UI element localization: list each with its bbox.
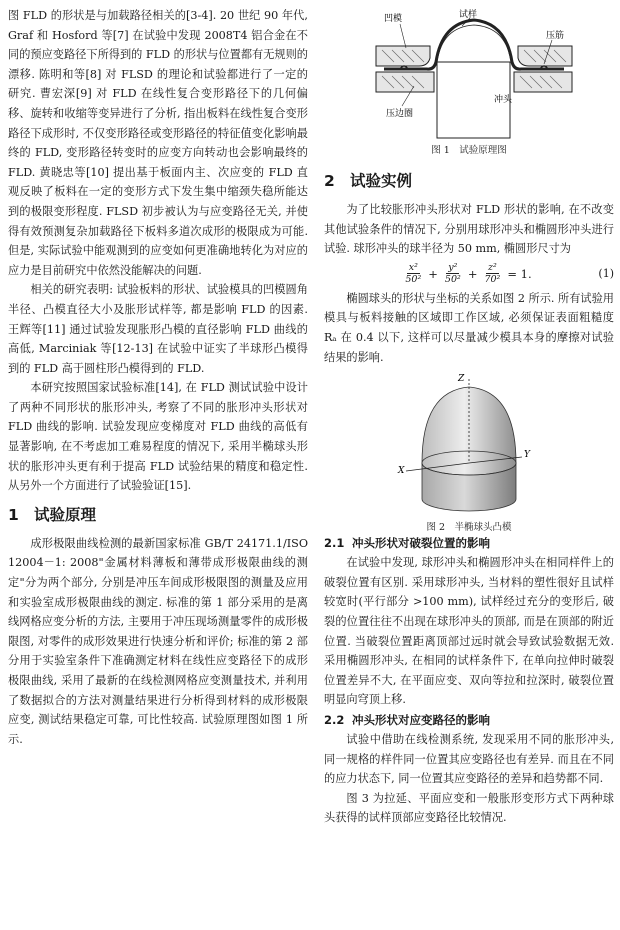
figure-2-caption: 图 2 半椭球头凸模 xyxy=(426,522,512,534)
subsection-2-2-paragraph-b: 图 3 为拉延、平面应变和一般胀形变形方式下两种球头获得的试样顶部应变路径比较情况. xyxy=(324,791,614,825)
equation-number: (1) xyxy=(598,267,614,281)
equation-term-y: $\frac{\text{y²}}{\text{50²}}$ xyxy=(444,262,461,286)
section-2-number: 2 xyxy=(324,172,335,190)
intro-paragraph-1: 图 FLD 的形状是与加载路径相关的[3-4]. 20 世纪 90 年代, Graf 和 Hosford 等[7] 在试验中发现 2008T4 铝合金在不同的预应变路径下所得到的 FLD 的形状与位置都有无规则的漂移. 陈明和等[8] 对 FLSD 的理论和试验都进行了一定的研究. 曹宏深[9] 对 FLD 在线性复合变形路径下的几何偏移、旋转和收缩等变异进行了分析, 指出板料在线性复合变形路径下成形时, 不仅变形路径或变形路径的特征值变化影响最终的 FLD, 变形路径转变时的应变方向转动也会影响最终的 FLD. 黄晓忠等[10] 提出基于板面内主、次应变的 FLD 直观反映了板料在一定的变形方式下发生集中缩颈失稳所能达到的极限变形程度. FLSD 初步被认为与应变路径无关, 并使得有效预测复杂加载路径下板料多道次成形的极限成为可能. 但是, 实际试验中能观测到的应变如何更准确地转化为对应的应力是目前研究中依然没能解决的问题. xyxy=(8,9,308,277)
figure-2 xyxy=(324,371,614,533)
label-die: 凹模 xyxy=(384,14,403,24)
section-1-number: 1 xyxy=(8,505,19,524)
ellipse-paragraph: 椭圆球头的形状与坐标的关系如图 2 所示. 所有试验用模具与板料接触的区域即工作区域, 必须保证表面粗糙度 Rₐ 在 0.4 以下, 这样可以尽量减少模具本身的摩擦对试验结果的影响. xyxy=(324,291,614,364)
die-right xyxy=(518,46,572,66)
subsection-2-2-heading xyxy=(324,710,614,730)
figure-1-diagram xyxy=(324,6,614,140)
figure-1-caption: 图 1 试验原理图 xyxy=(431,145,507,156)
label-specimen: 试样 xyxy=(459,10,478,20)
axis-z-label: Z xyxy=(458,374,465,385)
blankholder-right xyxy=(514,72,572,92)
section-2-heading xyxy=(324,162,614,200)
section-1-heading xyxy=(8,496,308,534)
left-column xyxy=(8,6,308,749)
subsection-2-1-paragraph: 在试验中发现, 球形冲头和椭圆形冲头在相同样件上的破裂位置有区别. 采用球形冲头, 当材料的塑性很好且试样较宽时(平行部分 >100 mm), 试样经过充分的变形后, 破裂的位置往往不出现在球形冲头的顶部, 而是在顶部的附近位置. 当破裂位置距离顶部过远时就会导致试验数据无效. 采用椭圆形冲头, 在相同的试样条件下, 在单向拉伸时破裂位置差异不大, 在平面应变、双向等拉和拉深时, 破裂位置明显向穹顶上移. xyxy=(324,556,614,707)
label-bead: 压筋 xyxy=(546,31,565,41)
subsection-2-2-number: 2.2 xyxy=(324,712,345,727)
subsection-2-2-title: 冲头形状对应变路径的影响 xyxy=(352,712,490,727)
subsection-2-2-paragraph: 试验中借助在线检测系统, 发现采用不同的胀形冲头, 同一规格的样件同一位置其应变路径也有差异. 而且在不同的应力状态下, 同一位置其应变路径的差异和趋势都不同. xyxy=(324,732,614,786)
figure-2-diagram xyxy=(324,371,614,517)
label-punch: 冲头 xyxy=(494,95,513,105)
axis-y-label: Y xyxy=(524,450,530,461)
intro-paragraph-2: 相关的研究表明: 试验板料的形状、试验模具的凹模圆角半径、凸模直径大小及胀形试样等, 都是影响 FLD 的因素. 王辉等[11] 通过试验发现胀形凸模的直径影响 FLD 曲线的高低, Marciniak 等[12-13] 在试验中证实了半球形凸模得到的 FLD 高于圆柱形凸模得到的 FLD. xyxy=(8,283,308,375)
equation-term-x: $\frac{\text{x²}}{\text{50²}}$ xyxy=(405,262,422,286)
equation-term-z: $\frac{\text{z²}}{\text{70²}}$ xyxy=(484,262,501,286)
figure-1 xyxy=(324,6,614,156)
die-left xyxy=(376,46,430,66)
blankholder-left xyxy=(376,72,434,92)
intro-paragraph-3: 本研究按照国家试验标准[14], 在 FLD 测试试验中设计了两种不同形状的胀形冲头, 考察了不同的胀形冲头形状对 FLD 曲线的影响. 试验发现应变梯度对 FLD 曲线的高低有显著影响, 在不考虑加工难易程度的情况下, 采用半椭球头形状的胀形冲头更有利于提高 FLD 试验结果的精度和稳定性. 从另外一个方面进行了试验验证[15]. xyxy=(8,381,308,493)
axis-x-label: X xyxy=(398,466,405,477)
subsection-2-1-title: 冲头形状对破裂位置的影响 xyxy=(352,536,490,551)
right-column xyxy=(324,6,614,828)
principle-paragraph: 成形极限曲线检测的最新国家标准 GB/T 24171.1/ISO 12004－1: 2008"金属材料薄板和薄带成形极限曲线的测定"分为两个部分, 分别是冲压车间成形极限图的测量及应用和实验室成形极限曲线的测定. 标准的第 1 部分采用的是离线网格应变分析的方法, 主要用于冲压现场测量零件的成形极限图, 对零件的成形效果进行快速分析和评价; 标准的第 2 部分用于实验室条件下准确测定材料在线性应变路径下的成形极限曲线, 采用了最新的在线检测网格应变测量技术, 并利用了数据拟合的方法对测量结果进行分析得到材料的成形极限应变, 测试结果稳定可靠, 可比性较高. 试验原理图如图 1 所示. xyxy=(8,536,308,746)
section-2-title: 试验实例 xyxy=(350,172,413,190)
example-paragraph: 为了比较胀形冲头形状对 FLD 形状的影响, 在不改变其他试验条件的情况下, 分别用球形冲头和椭圆形冲头进行试验. 球形冲头的球半径为 50 mm, 椭圆形尺寸为 xyxy=(324,203,614,256)
section-1-title: 试验原理 xyxy=(34,505,97,524)
equation-1: $\frac{\text{x²}}{\text{50²}}$ + $\frac{\text{y²}}{\text{50²}}$ + $\frac{\text{z²}}{\text{70²}}$ = 1. (1) xyxy=(405,262,614,286)
label-blankholder: 压边圈 xyxy=(386,109,414,119)
subsection-2-1-number: 2.1 xyxy=(324,536,345,551)
equation-equals: = 1. xyxy=(507,266,532,281)
subsection-2-1-heading xyxy=(324,533,614,553)
